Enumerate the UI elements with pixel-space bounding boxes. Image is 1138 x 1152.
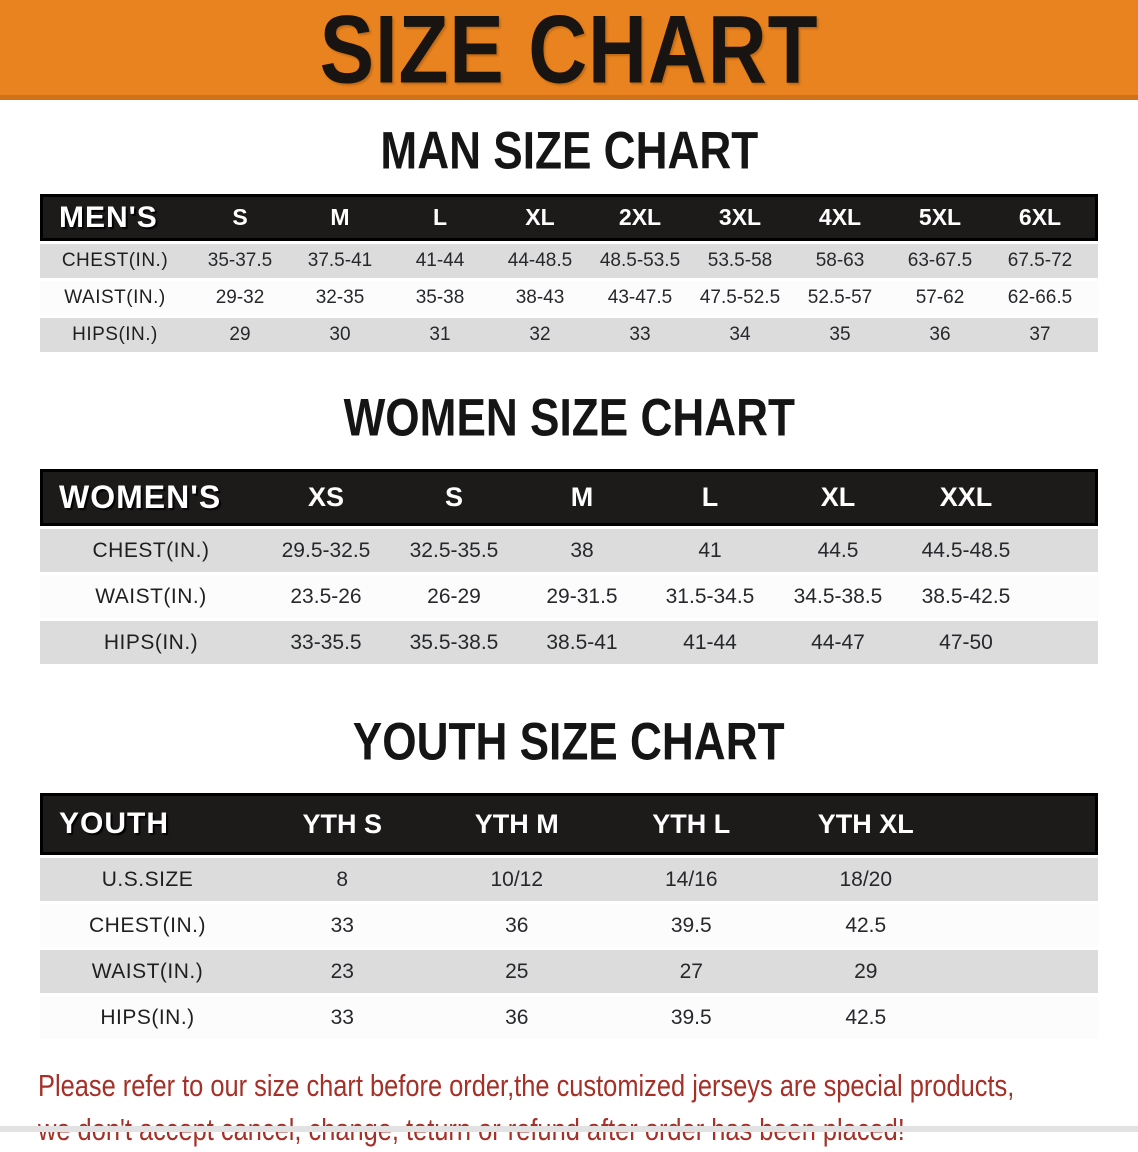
section-heading	[0, 715, 1138, 770]
size-table	[40, 191, 1098, 355]
measurement-value: 36	[929, 324, 951, 345]
measurement-value: 44-47	[811, 630, 865, 654]
measurement-value: 48.5-53.5	[599, 250, 681, 271]
measurement-value: 23.5-26	[290, 584, 362, 608]
measurement-value: 38-43	[515, 287, 565, 308]
size-table	[40, 466, 1098, 667]
order-notice	[0, 1064, 1138, 1152]
measurement-value: 47.5-52.5	[699, 287, 781, 308]
measurement-value: 25	[505, 959, 529, 983]
section-heading-text: MAN SIZE CHART	[380, 122, 758, 181]
size-column-header: L	[390, 194, 490, 241]
size-sections	[0, 124, 1138, 1042]
measurement-row	[40, 575, 1098, 618]
section-heading-text: WOMEN SIZE CHART	[343, 389, 795, 448]
measurement-value: 39.5	[670, 1005, 712, 1029]
measurement-value: 63-67.5	[907, 250, 973, 271]
measurement-value: 39.5	[670, 913, 712, 937]
spacer-cell	[1090, 194, 1098, 241]
measurement-value: 57-62	[915, 287, 965, 308]
measurement-row	[40, 621, 1098, 664]
measurement-label: HIPS(IN.)	[100, 1005, 195, 1029]
bottom-edge-strip	[0, 1126, 1138, 1132]
measurement-value: 35	[829, 324, 851, 345]
size-section	[0, 391, 1138, 667]
measurement-value: 18/20	[839, 867, 893, 891]
notice-line-1: Please refer to our size chart before order,the customized jerseys are special products,	[38, 1068, 1015, 1103]
measurement-value: 44.5-48.5	[921, 538, 1011, 562]
measurement-row	[40, 529, 1098, 572]
measurement-value: 42.5	[845, 913, 887, 937]
size-column-header: XL	[490, 194, 590, 241]
size-column-header: 3XL	[690, 194, 790, 241]
table-header-row	[40, 793, 1098, 855]
table-group-label: WOMEN'S	[40, 469, 262, 526]
measurement-value: 33	[330, 913, 354, 937]
spacer-cell	[953, 996, 1098, 1039]
measurement-value: 35-38	[415, 287, 465, 308]
size-column-header: YTH L	[604, 793, 779, 855]
spacer-cell	[953, 793, 1098, 855]
spacer-cell	[1030, 621, 1098, 664]
size-column-header: YTH S	[255, 793, 430, 855]
measurement-value: 42.5	[845, 1005, 887, 1029]
measurement-value: 31	[429, 324, 451, 345]
measurement-value: 33	[629, 324, 651, 345]
section-heading-text: YOUTH SIZE CHART	[353, 713, 785, 772]
measurement-label: WAIST(IN.)	[95, 584, 207, 608]
measurement-value: 32.5-35.5	[409, 538, 499, 562]
table-group-label: YOUTH	[40, 793, 255, 855]
spacer-cell	[1030, 469, 1098, 526]
spacer-cell	[1090, 318, 1098, 352]
measurement-value: 29-32	[215, 287, 265, 308]
measurement-value: 23	[330, 959, 354, 983]
table-header-row	[40, 194, 1098, 241]
measurement-value: 67.5-72	[1007, 250, 1073, 271]
measurement-value: 37	[1029, 324, 1051, 345]
table-group-label: MEN'S	[40, 194, 190, 241]
spacer-cell	[953, 950, 1098, 993]
measurement-value: 33	[330, 1005, 354, 1029]
size-column-header: S	[390, 469, 518, 526]
measurement-label: HIPS(IN.)	[103, 630, 199, 654]
measurement-value: 30	[329, 324, 351, 345]
banner	[0, 0, 1138, 105]
measurement-label: CHEST(IN.)	[61, 250, 169, 271]
measurement-label: HIPS(IN.)	[72, 324, 158, 345]
size-column-header: S	[190, 194, 290, 241]
size-column-header: XXL	[902, 469, 1030, 526]
measurement-value: 44.5	[817, 538, 859, 562]
measurement-value: 41	[698, 538, 722, 562]
content	[0, 124, 1138, 1152]
spacer-cell	[1090, 281, 1098, 315]
measurement-value: 32-35	[315, 287, 365, 308]
measurement-label: CHEST(IN.)	[89, 913, 206, 937]
spacer-cell	[953, 904, 1098, 947]
measurement-value: 47-50	[939, 630, 993, 654]
measurement-value: 35-37.5	[207, 250, 273, 271]
spacer-cell	[1090, 244, 1098, 278]
measurement-value: 37.5-41	[307, 250, 373, 271]
measurement-value: 53.5-58	[707, 250, 773, 271]
section-heading	[0, 124, 1138, 179]
measurement-value: 41-44	[683, 630, 737, 654]
measurement-label: WAIST(IN.)	[64, 287, 166, 308]
size-column-header: XL	[774, 469, 902, 526]
measurement-label: U.S.SIZE	[101, 867, 194, 891]
size-section	[0, 715, 1138, 1042]
size-column-header: 5XL	[890, 194, 990, 241]
measurement-value: 52.5-57	[807, 287, 873, 308]
size-column-header: 4XL	[790, 194, 890, 241]
measurement-value: 26-29	[427, 584, 481, 608]
measurement-value: 62-66.5	[1007, 287, 1073, 308]
measurement-value: 35.5-38.5	[409, 630, 499, 654]
measurement-value: 29	[854, 959, 878, 983]
measurement-value: 10/12	[490, 867, 544, 891]
measurement-value: 34.5-38.5	[793, 584, 883, 608]
size-column-header: M	[518, 469, 646, 526]
spacer-cell	[1030, 575, 1098, 618]
measurement-value: 29	[229, 324, 251, 345]
measurement-value: 31.5-34.5	[665, 584, 755, 608]
size-column-header: YTH XL	[779, 793, 954, 855]
measurement-row	[40, 318, 1098, 352]
size-column-header: 2XL	[590, 194, 690, 241]
measurement-row	[40, 281, 1098, 315]
section-heading	[0, 391, 1138, 446]
measurement-value: 38	[570, 538, 594, 562]
spacer-cell	[1030, 529, 1098, 572]
measurement-value: 44-48.5	[507, 250, 573, 271]
measurement-value: 32	[529, 324, 551, 345]
measurement-value: 33-35.5	[290, 630, 362, 654]
page-title: SIZE CHART	[319, 0, 819, 105]
measurement-label: WAIST(IN.)	[91, 959, 204, 983]
measurement-value: 8	[336, 867, 349, 891]
size-section	[0, 124, 1138, 355]
measurement-value: 41-44	[415, 250, 465, 271]
measurement-value: 14/16	[664, 867, 718, 891]
size-table	[40, 790, 1098, 1042]
measurement-row	[40, 244, 1098, 278]
measurement-value: 38.5-42.5	[921, 584, 1011, 608]
measurement-value: 36	[505, 1005, 529, 1029]
spacer-cell	[953, 858, 1098, 901]
table-header-row	[40, 469, 1098, 526]
measurement-row	[40, 950, 1098, 993]
measurement-row	[40, 858, 1098, 901]
size-column-header: L	[646, 469, 774, 526]
measurement-row	[40, 904, 1098, 947]
size-column-header: 6XL	[990, 194, 1090, 241]
size-column-header: YTH M	[430, 793, 605, 855]
measurement-value: 34	[729, 324, 751, 345]
measurement-row	[40, 996, 1098, 1039]
measurement-value: 29-31.5	[546, 584, 618, 608]
measurement-label: CHEST(IN.)	[92, 538, 210, 562]
measurement-value: 27	[679, 959, 703, 983]
measurement-value: 38.5-41	[546, 630, 618, 654]
size-column-header: M	[290, 194, 390, 241]
measurement-value: 43-47.5	[607, 287, 673, 308]
size-column-header: XS	[262, 469, 390, 526]
measurement-value: 29.5-32.5	[281, 538, 371, 562]
measurement-value: 36	[505, 913, 529, 937]
measurement-value: 58-63	[815, 250, 865, 271]
